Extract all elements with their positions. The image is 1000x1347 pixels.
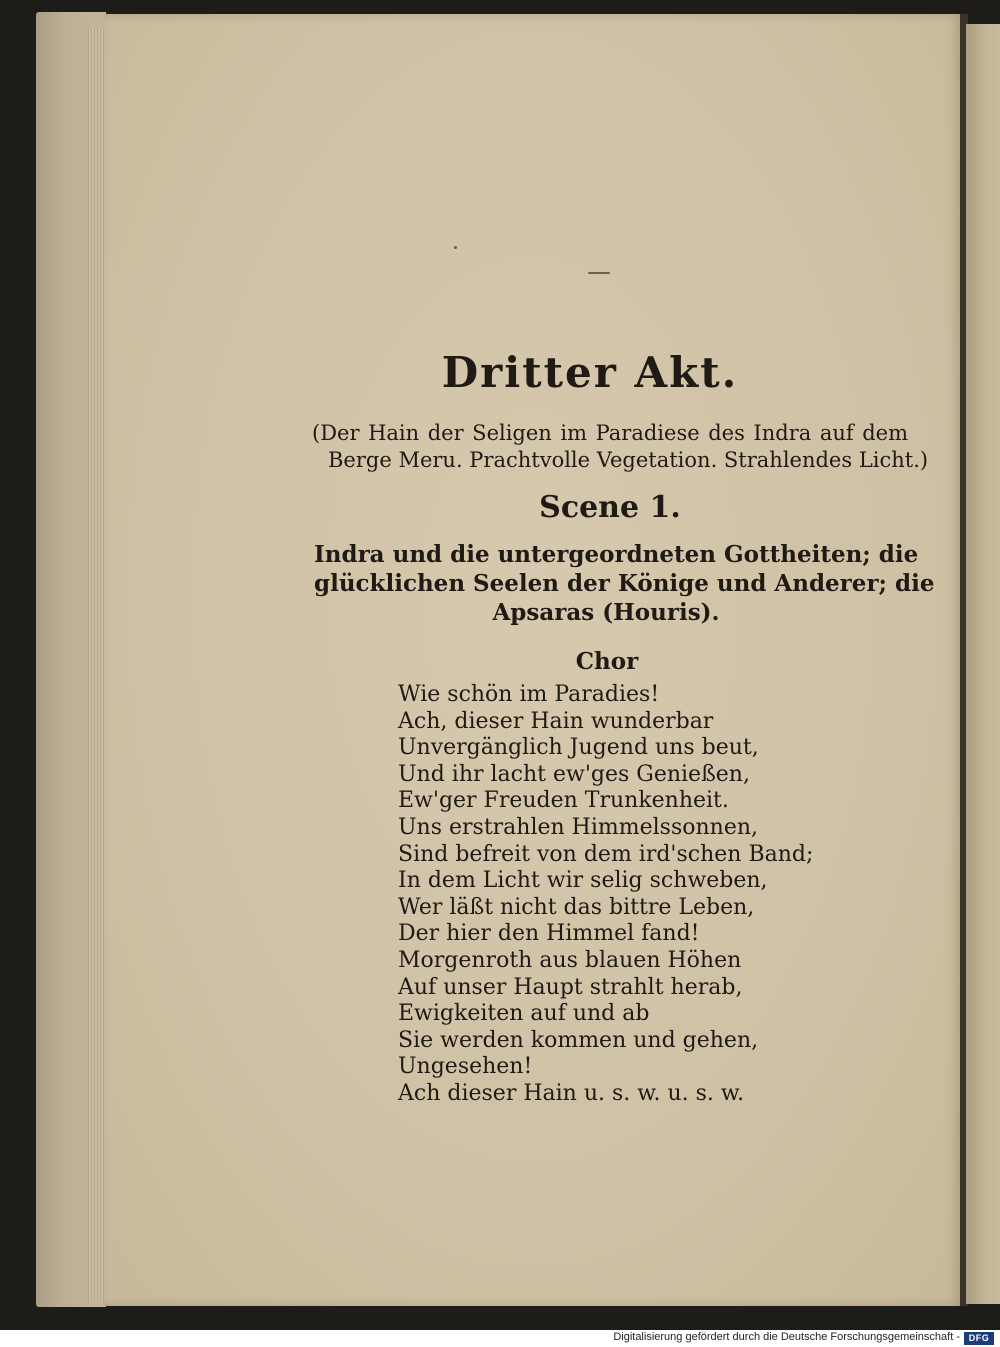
verse-line: Wer läßt nicht das bittre Leben, (398, 894, 755, 920)
verse-line: Sie werden kommen und gehen, (398, 1027, 759, 1053)
footer-credit: Digitalisierung gefördert durch die Deutsche Forschungsgemeinschaft - (613, 1331, 960, 1343)
character-line: Indra und die untergeordneten Gottheiten; die (314, 541, 919, 568)
speaker-name: Chor (575, 648, 639, 675)
verse-line: Ew'ger Freuden Trunkenheit. (398, 788, 729, 814)
character-line: Apsaras (Houris). (492, 599, 720, 626)
paper-speck (454, 246, 457, 249)
verse-line: Der hier den Himmel fand! (398, 921, 700, 947)
verse-line: Auf unser Haupt strahlt herab, (398, 974, 743, 1000)
verse-line: Ach dieser Hain u. s. w. u. s. w. (398, 1080, 745, 1106)
verse-line: Morgenroth aus blauen Höhen (398, 947, 742, 973)
verse-line: Und ihr lacht ew'ges Genießen, (398, 761, 750, 787)
verse-line: Uns erstrahlen Himmelssonnen, (398, 814, 759, 840)
verse-line: Sind befreit von dem ird'schen Band; (398, 841, 814, 867)
next-page-edge (966, 24, 1000, 1304)
verse-line: Ewigkeiten auf und ab (398, 1001, 650, 1027)
act-title: Dritter Akt. (441, 348, 739, 397)
setting-line: Berge Meru. Prachtvolle Vegetation. Strahlendes Licht.) (328, 448, 929, 472)
stage-setting (312, 420, 929, 474)
verse-block (398, 682, 918, 1108)
character-list (314, 540, 935, 627)
verse-line: Ach, dieser Hain wunderbar (398, 708, 714, 734)
paper-speck (588, 272, 610, 274)
verse-line: Unvergänglich Jugend uns beut, (398, 735, 759, 761)
scene-title: Scene 1. (539, 490, 681, 525)
verse-line: Wie schön im Paradies! (398, 682, 660, 707)
verse-line: In dem Licht wir selig schweben, (398, 868, 768, 894)
setting-line: (Der Hain der Seligen im Paradiese des Indra auf dem (312, 421, 908, 445)
character-line: glücklichen Seelen der Könige und Anderer; die (314, 570, 935, 597)
verse-line: Ungesehen! (398, 1054, 533, 1080)
dfg-logo[interactable]: DFG (964, 1332, 994, 1345)
